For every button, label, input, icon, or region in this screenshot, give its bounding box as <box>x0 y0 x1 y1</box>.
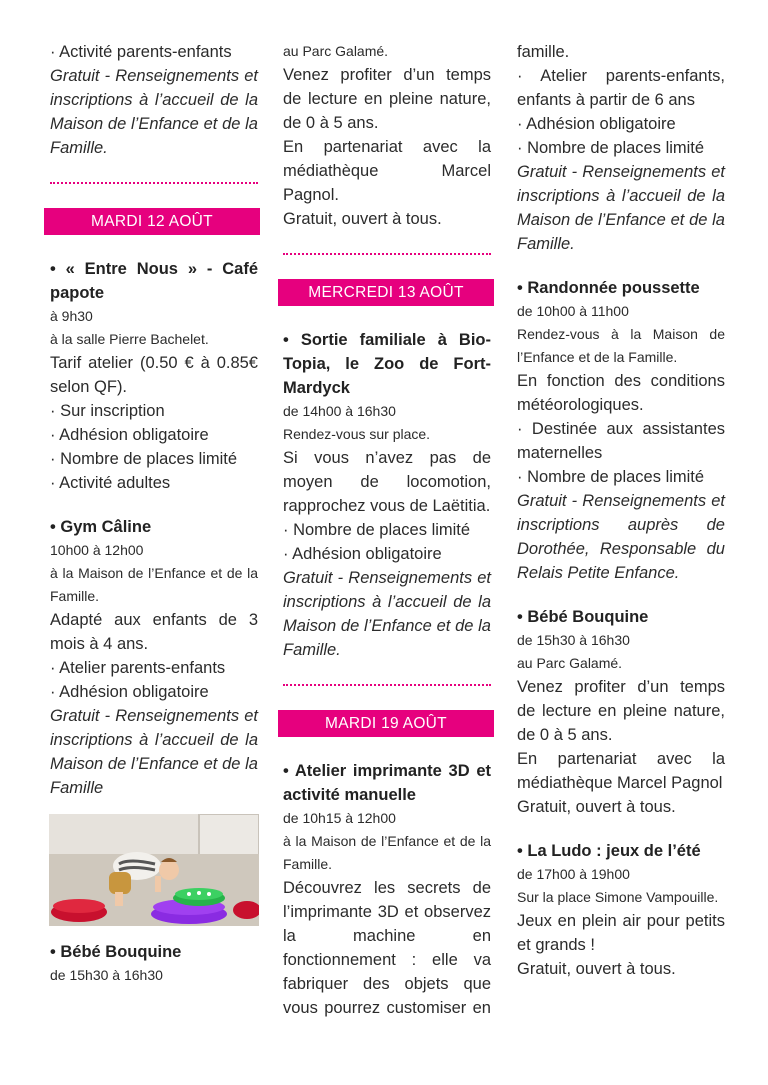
event-title: • Bébé Bouquine <box>517 608 649 626</box>
event-desc: Tarif atelier (0.50 € à 0.85€ selon QF). <box>50 354 258 396</box>
note: · Activité adultes <box>50 474 171 492</box>
event-desc: Si vous n’avez pas de moyen de locomotion, rapprochez vous de Laëtitia. <box>283 449 491 515</box>
event-free: Gratuit, ouvert à tous. <box>517 960 676 978</box>
event-place: Sur la place Simone Vampouille. <box>517 889 719 905</box>
event-time: de 10h00 à 11h00 <box>517 303 629 319</box>
event-bebe-bouquine <box>50 940 258 987</box>
event-time: de 15h30 à 16h30 <box>517 632 630 648</box>
event-free: Gratuit, ouvert à tous. <box>517 798 676 816</box>
event-place: au Parc Galamé. <box>517 655 623 671</box>
note: · Destinée aux assistantes maternelles <box>517 420 725 462</box>
event-time: de 10h15 à 12h00 <box>283 810 396 826</box>
event-la-ludo <box>517 839 725 981</box>
event-desc: En fonction des conditions météorologiques. <box>517 372 725 414</box>
intro-block <box>50 40 258 160</box>
event-entre-nous <box>50 257 258 495</box>
event-sortie-biotopia <box>283 328 491 662</box>
event-time: de 17h00 à 19h00 <box>517 866 630 882</box>
event-time: de 14h00 à 16h30 <box>283 403 396 419</box>
event-title: • Sortie familiale à Bio-Topia, le Zoo de Fort-Mardyck <box>283 331 491 397</box>
note: · Adhésion obligatoire <box>283 545 442 563</box>
column-3 <box>517 40 725 981</box>
toddler-playing-photo <box>49 814 259 926</box>
event-place: à la Maison de l’Enfance et de la Famille. <box>283 833 491 872</box>
note: · Activité parents-enfants <box>50 43 232 61</box>
date-banner: MARDI 19 AOÛT <box>278 710 494 737</box>
note: · Nombre de places limité <box>283 521 471 539</box>
event-continued <box>517 40 725 256</box>
event-gym-caline <box>50 515 258 800</box>
event-desc: Jeux en plein air pour petits et grands ! <box>517 912 725 954</box>
event-title: • Bébé Bouquine <box>50 943 182 961</box>
event-desc: Venez profiter d’un temps de lecture en pleine nature, de 0 à 5 ans. <box>283 66 491 132</box>
dotted-divider <box>50 182 258 184</box>
note: · Atelier parents-enfants, enfants à partir de 6 ans <box>517 67 725 109</box>
event-title: • « Entre Nous » - Café papote <box>50 260 258 302</box>
note: · Nombre de places limité <box>517 468 705 486</box>
info-italic: Gratuit - Renseignements et inscriptions à l’accueil de la Maison de l’Enfance et de la Famille. <box>50 67 258 157</box>
event-imprimante-3d <box>283 759 491 1020</box>
column-1 <box>50 40 258 987</box>
event-continued <box>283 40 491 231</box>
event-title: • Gym Câline <box>50 518 152 536</box>
event-desc: famille. <box>517 43 570 61</box>
event-bebe-bouquine <box>517 605 725 819</box>
event-desc: Découvrez les secrets de l’imprimante 3D et observez la machine en fonctionnement : elle va fabriquer des objets que vous pourrez customiser en <box>283 879 491 1017</box>
event-desc: En partenariat avec la médiathèque Marcel Pagnol. <box>283 138 491 204</box>
event-time: 10h00 à 12h00 <box>50 542 144 558</box>
event-desc: Adapté aux enfants de 3 mois à 4 ans. <box>50 611 258 653</box>
info-italic: Gratuit - Renseignements et inscriptions à l’accueil de la Maison de l’Enfance et de la Famille. <box>517 163 725 253</box>
note: · Nombre de places limité <box>517 139 705 157</box>
info-italic: Gratuit - Renseignements et inscriptions auprès de Dorothée, Responsable du Relais Petite Enfance. <box>517 492 725 582</box>
note: · Adhésion obligatoire <box>50 683 209 701</box>
date-banner: MARDI 12 AOÛT <box>44 208 260 235</box>
event-desc: Venez profiter d’un temps de lecture en pleine nature, de 0 à 5 ans. <box>517 678 725 744</box>
event-time: de 15h30 à 16h30 <box>50 967 163 983</box>
note: · Adhésion obligatoire <box>517 115 676 133</box>
event-place: Rendez-vous sur place. <box>283 426 431 442</box>
event-randonnee-poussette <box>517 276 725 585</box>
event-title: • Randonnée poussette <box>517 279 700 297</box>
info-italic: Gratuit - Renseignements et inscriptions à l’accueil de la Maison de l’Enfance et de la Famille <box>50 707 258 797</box>
event-place: Rendez-vous à la Maison de l’Enfance et de la Famille. <box>517 326 725 365</box>
note: · Nombre de places limité <box>50 450 238 468</box>
column-2 <box>283 40 491 1020</box>
note: · Adhésion obligatoire <box>50 426 209 444</box>
dotted-divider <box>283 684 491 686</box>
event-place: au Parc Galamé. <box>283 43 389 59</box>
dotted-divider <box>283 253 491 255</box>
note: · Sur inscription <box>50 402 165 420</box>
event-place: à la salle Pierre Bachelet. <box>50 331 209 347</box>
event-place: à la Maison de l’Enfance et de la Famille. <box>50 565 258 604</box>
event-time: à 9h30 <box>50 308 93 324</box>
date-banner: MERCREDI 13 AOÛT <box>278 279 494 306</box>
info-italic: Gratuit - Renseignements et inscriptions à l’accueil de la Maison de l’Enfance et de la Famille. <box>283 569 491 659</box>
event-free: Gratuit, ouvert à tous. <box>283 210 442 228</box>
note: · Atelier parents-enfants <box>50 659 226 677</box>
event-title: • La Ludo : jeux de l’été <box>517 842 701 860</box>
event-desc: En partenariat avec la médiathèque Marcel Pagnol <box>517 750 725 792</box>
event-title: • Atelier imprimante 3D et activité manuelle <box>283 762 491 804</box>
